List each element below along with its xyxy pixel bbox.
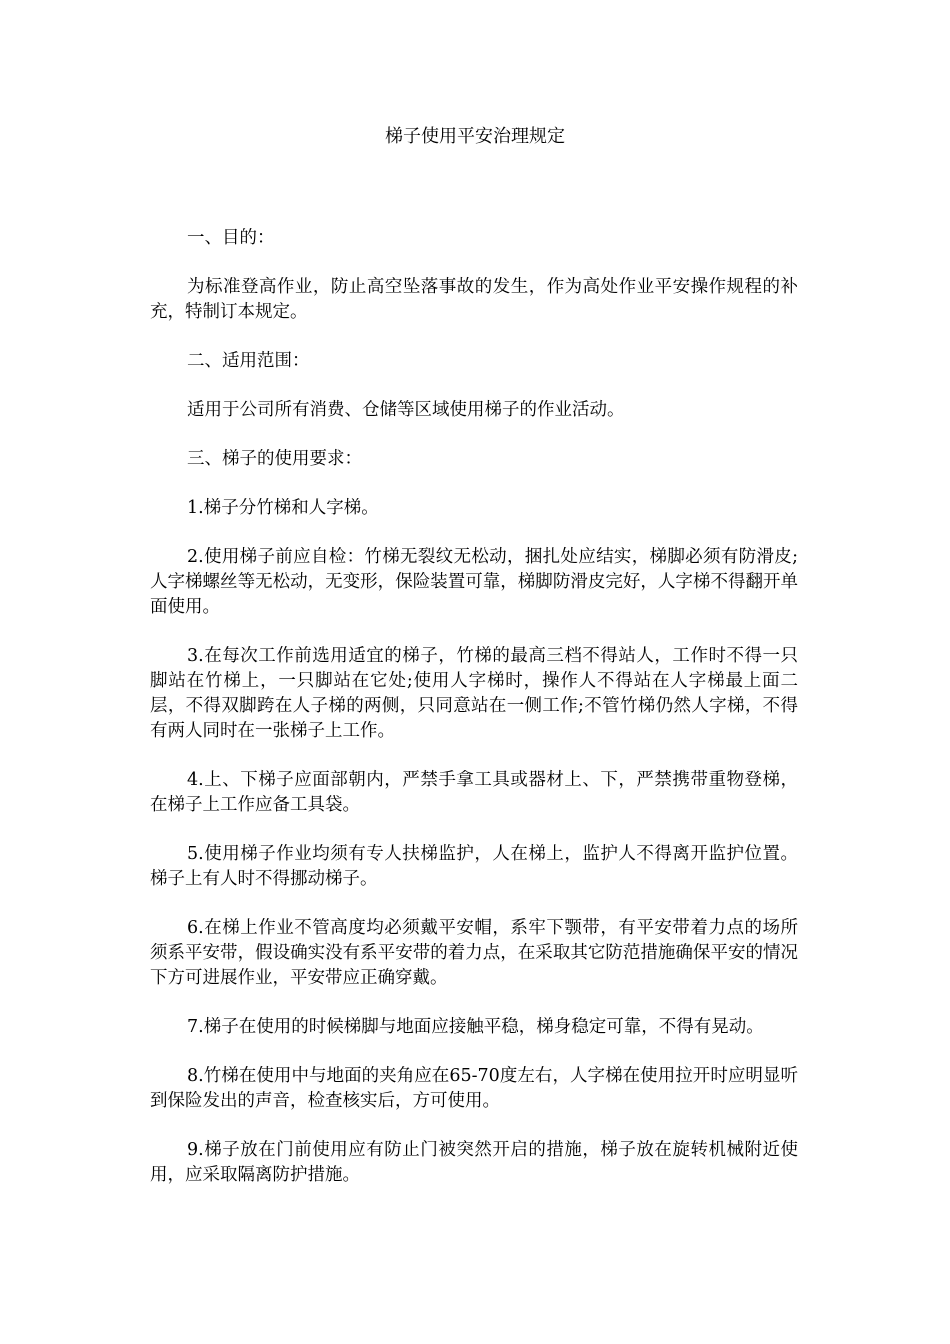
requirement-item-4: 4.上、下梯子应面部朝内，严禁手拿工具或器材上、下，严禁携带重物登梯，在梯子上工作应备工具袋。 bbox=[150, 770, 798, 815]
paragraph-purpose: 为标准登高作业，防止高空坠落事故的发生，作为高处作业平安操作规程的补充，特制订本规定。 bbox=[150, 277, 798, 322]
requirement-item-5: 5.使用梯子作业均须有专人扶梯监护，人在梯上，监护人不得离开监护位置。梯子上有人时不得挪动梯子。 bbox=[150, 844, 798, 889]
requirement-item-8: 8.竹梯在使用中与地面的夹角应在65-70度左右，人字梯在使用拉开时应明显听到保险发出的声音，检查核实后，方可使用。 bbox=[150, 1066, 798, 1111]
section-heading-requirements: 三、梯子的使用要求： bbox=[187, 449, 362, 469]
requirement-item-3: 3.在每次工作前选用适宜的梯子，竹梯的最高三档不得站人，工作时不得一只脚站在竹梯上，一只脚站在它处;使用人字梯时，操作人不得站在人字梯最上面二层，不得双脚跨在人子梯的两侧，只同意站在一侧工作;不管竹梯仍然人字梯，不得有两人同时在一张梯子上工作。 bbox=[150, 646, 798, 741]
document-title: 梯子使用平安治理规定 bbox=[385, 126, 565, 147]
requirement-item-2: 2.使用梯子前应自检：竹梯无裂纹无松动，捆扎处应结实，梯脚必须有防滑皮;人字梯螺丝等无松动，无变形，保险装置可靠，梯脚防滑皮完好，人字梯不得翻开单面使用。 bbox=[150, 547, 798, 617]
section-heading-scope: 二、适用范围： bbox=[187, 351, 310, 371]
paragraph-scope: 适用于公司所有消费、仓储等区域使用梯子的作业活动。 bbox=[187, 400, 625, 420]
document-body bbox=[150, 226, 798, 1212]
section-heading-purpose: 一、目的： bbox=[187, 228, 275, 248]
requirement-item-7: 7.梯子在使用的时候梯脚与地面应接触平稳，梯身稳定可靠，不得有晃动。 bbox=[187, 1017, 764, 1037]
requirement-item-1: 1.梯子分竹梯和人字梯。 bbox=[187, 498, 379, 518]
requirement-item-6: 6.在梯上作业不管高度均必须戴平安帽，系牢下颚带，有平安带着力点的场所须系平安带，假设确实没有系平安带的着力点，在采取其它防范措施确保平安的情况下方可进展作业，平安带应正确穿戴。 bbox=[150, 918, 798, 988]
requirement-item-9: 9.梯子放在门前使用应有防止门被突然开启的措施，梯子放在旋转机械附近使用，应采取隔离防护措施。 bbox=[150, 1140, 798, 1185]
